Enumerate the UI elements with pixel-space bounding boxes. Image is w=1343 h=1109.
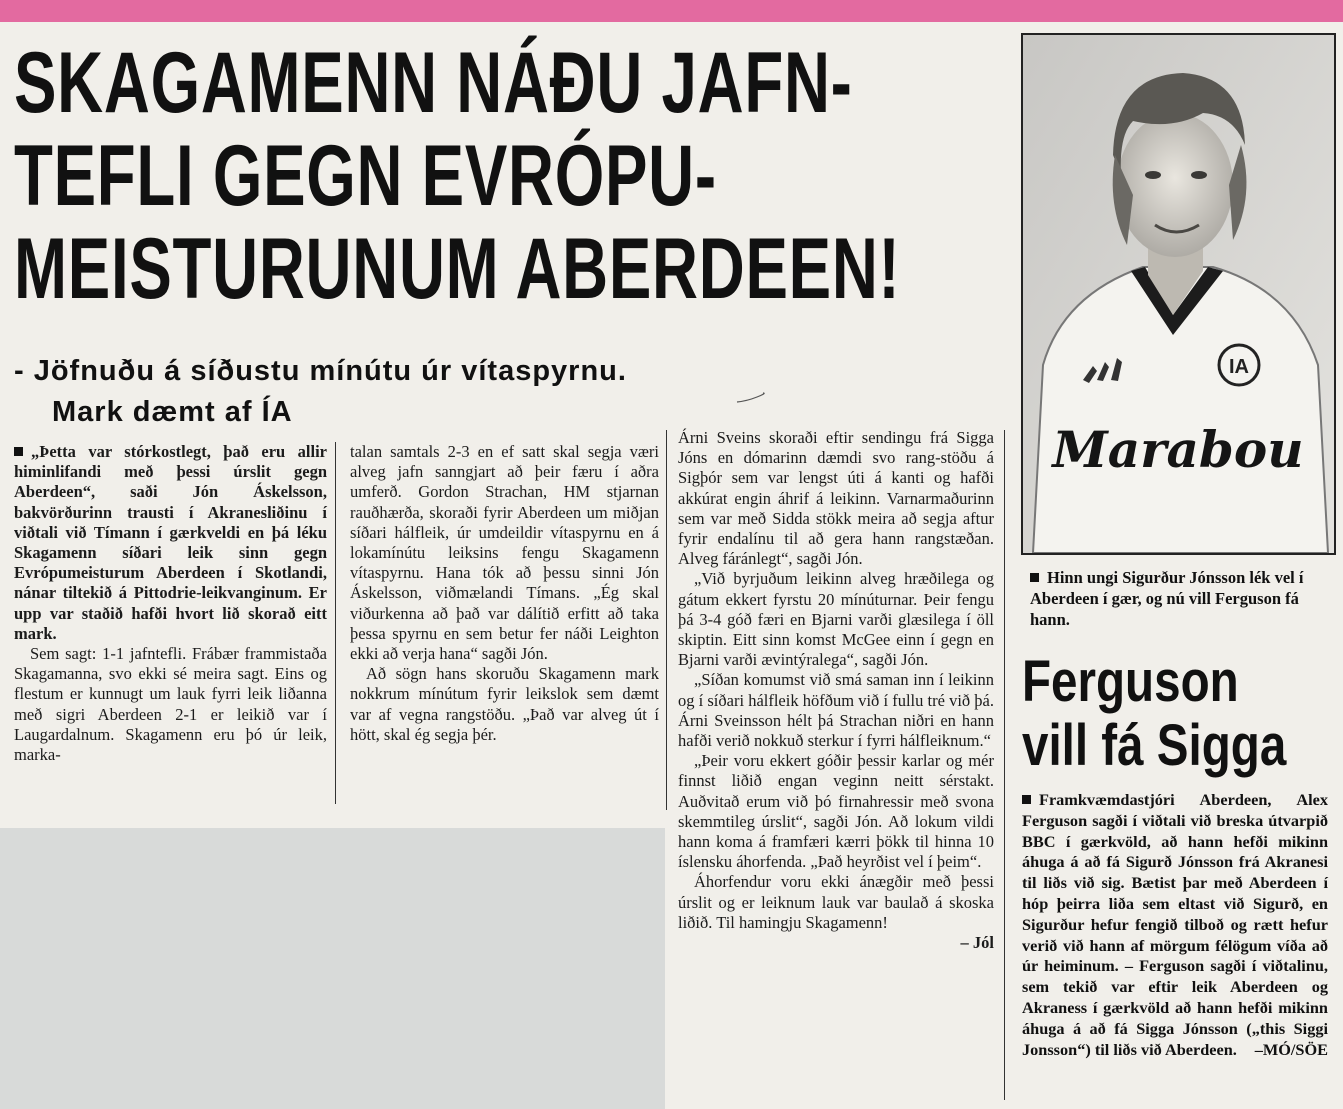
blank-grey-area [0,828,665,1109]
column-divider [1004,430,1005,1100]
column-divider [335,442,336,804]
article-lead [14,442,327,644]
subheadline-line-2: Mark dæmt af ÍA [52,396,293,428]
article-paragraph: Áhorfendur voru ekki ánægðir með þessi úrslit og er leiknum lauk var baulað á skoska liðið. Til hamingju Skagamenn! [678,872,994,932]
article-paragraph: „Þeir voru ekkert góðir þessir karlar og mér finnst liðið engan veginn neitt sérstakt. Auðvitað erum við þó firnahressir með svona skemmtileg úrslit“, sagði Jón. Að lokum vildi hann koma á framfæri kærri þökk til hinna 10 íslensku áhorfenda. „Það heyrðist vel í þeim“. [678,751,994,872]
headline-line-1: SKAGAMENN NÁÐU JAFN- [14,35,853,131]
club-crest-text: IA [1229,356,1249,378]
article-paragraph: Árni Sveins skoraði eftir sendingu frá Sigga Jóns en dómarinn dæmdi svo rang-stöðu á Sigþór sem var lengst úti á kanti og hafði akkúrat engin áhrif á leikinn. Varnarmaðurinn sem var með Sidda stökk meira að segja aftur fyrir endalínu til að gera hann rangstæðan. Alveg fáránlegt“, sagði Jón. [678,428,994,569]
pen-mark-icon [735,392,765,404]
article-column-1 [14,442,327,765]
sidebar-signature: –MÓ/SÖE [1254,1039,1328,1059]
player-portrait [1023,35,1334,553]
photo-caption [1030,567,1330,630]
bullet-square-icon [1030,573,1039,582]
subheadline-line-1: - Jöfnuðu á síðustu mínútu úr vítaspyrnu. [14,355,627,387]
article-paragraph: „Við byrjuðum leikinn alveg hræðilega og gátum ekkert fyrstu 20 mínúturnar. Þeir fengu þá 3-4 góð færi en Bjarni varði glæsilega í öll skiptin. Eitt sinn komst McGee einn í gegn en Bjarni varði ævintýralega“, sagði Jón. [678,569,994,670]
sidebar-article [1022,790,1328,1060]
headline-line-3: MEISTURUNUM ABERDEEN! [14,221,901,317]
article-column-2 [350,442,659,745]
article-column-3 [678,428,994,953]
bullet-square-icon [1022,795,1031,804]
article-paragraph: „Síðan komumst við smá saman inn í leikinn og í síðari hálfleik höfðum við í fullu tré við þá. Árni Sveinsson hélt þá Strachan niðri en hann hafði verið nokkuð sterkur í fyrri hálfleiknum.“ [678,670,994,751]
sponsor-text: Marabou [1052,420,1304,479]
article-paragraph: Að sögn hans skoruðu Skagamenn mark nokkrum mínútum fyrir leikslok sem dæmt var af vegna rangstöðu. „Það var alveg út í hött, skal ég segja þér. [350,664,659,744]
article-paragraph: talan samtals 2-3 en ef satt skal segja væri alveg jafn sanngjart að þeir færu í aðra umferð. Gordon Strachan, HM stjarnan rauðhærða, skoraði fyrir Aberdeen um miðjan síðari hálfleik, úr umdeildir vítaspyrnu en á lokamínútu leiksins fengu Skagamenn vítaspyrnu. Hana tók að þessu sinni Jón Áskelsson, viðmælandi Tímans. „Ég skal viðurkenna að það var dálítið erfitt að taka þessa spyrnu en sem betur fer náði Leighton ekki að verja hana“ sagði Jón. [350,442,659,664]
player-photo [1021,33,1336,555]
headline-line-2: TEFLI GEGN EVRÓPU- [14,128,717,224]
article-lead-text: „Þetta var stórkostlegt, það eru allir himinlifandi með þessi úrslit gegn Aberdeen“, saði Jón Áskelsson, bakvörðurinn trausti í Akranesliðinu í viðtali við Tímann í gærkveldi en þá léku Skagamenn síðari leik sinn gegn Evrópumeisturum Aberdeen í Skotlandi, nánar tiltekið á Pittodrie-leikvanginum. Er upp var staðið hafði hvort lið skorað eitt mark. [14,442,327,643]
sidebar-headline-line-1: Ferguson [1022,649,1239,714]
sidebar-headline [1022,649,1287,778]
column-divider [666,430,667,810]
article-signature: – Jól [960,933,994,953]
photo-caption-text: Hinn ungi Sigurður Jónsson lék vel í Aberdeen í gær, og nú vill Ferguson fá hann. [1030,568,1304,629]
bullet-square-icon [14,447,23,456]
article-paragraph: Sem sagt: 1-1 jafntefli. Frábær frammistaða Skagamanna, svo ekki sé meira sagt. Eins og flestum er kunnugt um lauk fyrri leik liðanna með sigri Aberdeen 2-1 er leikið var í Laugardalnum. Skagamenn eru þó úr leik, marka- [14,644,327,765]
sidebar-headline-line-2: vill fá Sigga [1022,713,1287,778]
main-headline [14,35,901,319]
sidebar-article-text: Framkvæmdastjóri Aberdeen, Alex Ferguson sagði í viðtali við breska útvarpið BBC í gærkvöld, að hann hefði mikinn áhuga á að fá Sigurð Jónsson frá Akranesi til liðs við sig. Bætist þar með Aberdeen í hóp þeirra liða sem eltast við Sigurð, en Sigurður hefur fengið tilboð og rætt hefur verið við hann af mörgum félögum víða að úr heiminum. – Ferguson sagði í viðtalinu, sem tekið var eftir leik Aberdeen og Akraness í gærkvöld að hann hefði mikinn áhuga á að fá Sigga Jónsson („this Siggi Jonsson“) til liðs við Aberdeen. [1022,790,1328,1059]
